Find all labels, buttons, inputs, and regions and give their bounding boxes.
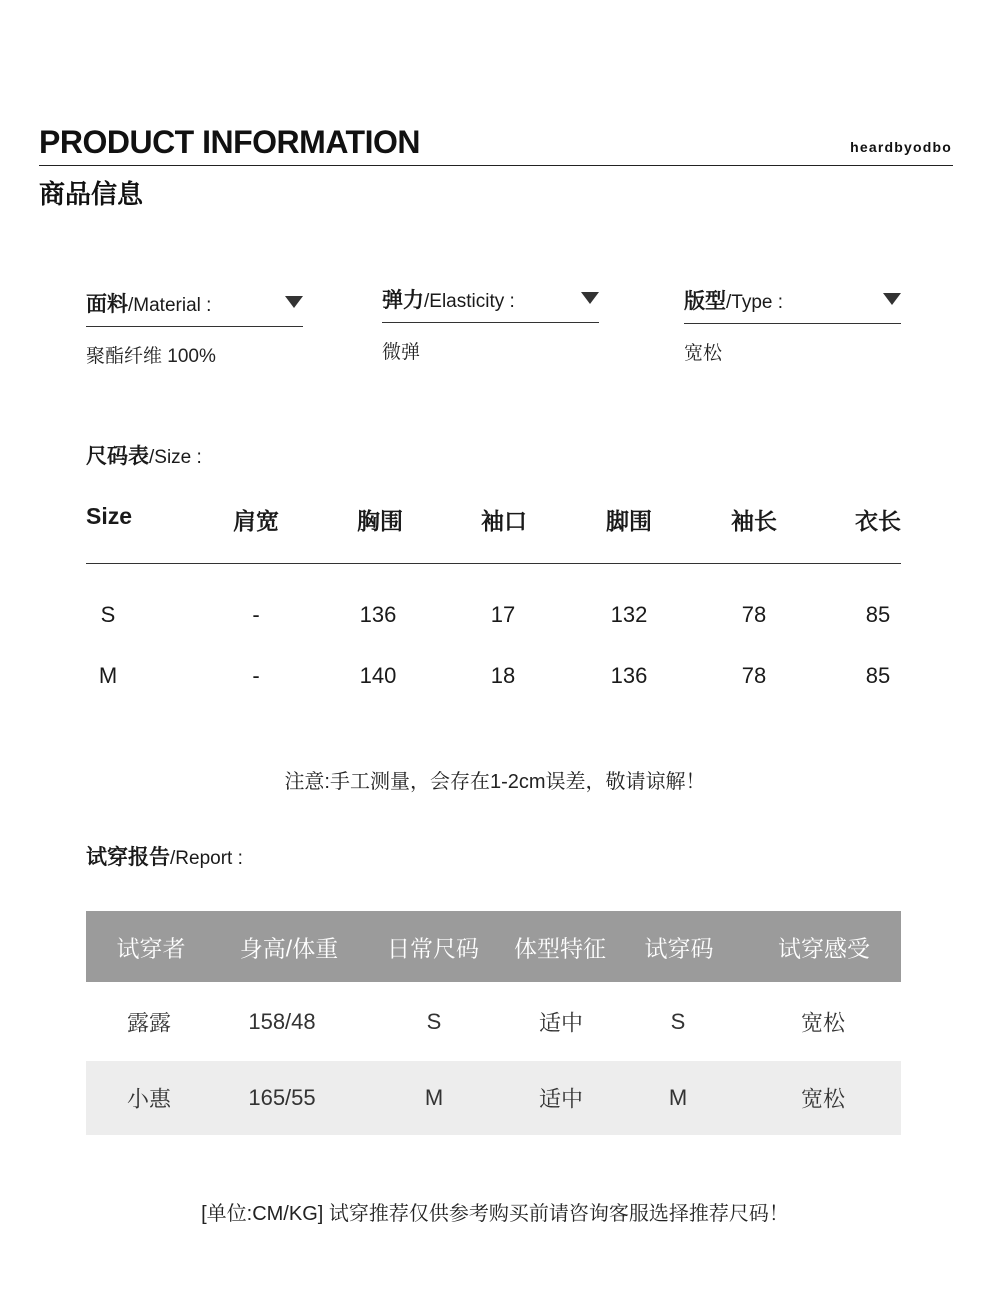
table-cell: 适中 (538, 1086, 584, 1112)
report-col-header: 试穿码 (644, 935, 714, 961)
triangle-down-icon (883, 293, 901, 305)
table-cell: 宽松 (800, 1086, 846, 1112)
size-table (86, 495, 901, 716)
report-section-label: 试穿报告/Report : (86, 846, 243, 869)
attribute-elasticity (382, 286, 599, 364)
table-cell: M (424, 1085, 444, 1110)
attribute-value: 微弹 (382, 342, 421, 363)
attribute-label: 面料/Material : (86, 293, 212, 316)
size-col-header: Size (86, 503, 133, 529)
brand-logo: heardbyodbo (850, 139, 952, 155)
triangle-down-icon (581, 292, 599, 304)
table-row (86, 982, 901, 1061)
table-cell: 140 (359, 663, 397, 688)
table-cell: 78 (741, 602, 767, 627)
attribute-material (86, 290, 303, 368)
table-cell: S (100, 602, 116, 627)
table-cell: S (426, 1008, 442, 1034)
table-cell: 85 (865, 602, 891, 627)
report-col-header: 试穿者 (116, 935, 186, 961)
attribute-label: 弹力/Elasticity : (382, 289, 515, 312)
attribute-value: 宽松 (684, 343, 723, 364)
attribute-header (86, 290, 303, 327)
table-cell: 露露 (126, 1010, 172, 1035)
table-cell: M (668, 1085, 688, 1110)
report-col-header: 身高/体重 (239, 935, 339, 961)
measurement-note: 注意:手工测量，会存在1-2cm误差，敬请谅解！ (284, 771, 706, 793)
table-cell: 17 (490, 602, 516, 627)
size-col-header: 袖长 (731, 508, 777, 534)
report-col-header: 体型特征 (514, 935, 606, 961)
report-col-header: 日常尺码 (387, 935, 479, 961)
table-cell: - (252, 663, 260, 688)
triangle-down-icon (285, 296, 303, 308)
footer-note: [单位:CM/KG] 试穿推荐仅供参考购买前请咨询客服选择推荐尺码！ (201, 1203, 789, 1225)
size-col-header: 脚围 (606, 508, 652, 534)
size-col-header: 衣长 (855, 508, 901, 534)
attribute-header (382, 286, 599, 323)
table-cell: 小惠 (126, 1086, 172, 1112)
size-table-header (86, 495, 901, 564)
page-title-en: PRODUCT INFORMATION (39, 124, 420, 160)
attribute-label: 版型/Type : (684, 290, 784, 313)
table-cell: S (670, 1008, 686, 1034)
size-col-header: 肩宽 (233, 508, 279, 534)
title-divider (39, 165, 953, 166)
table-cell: 18 (490, 663, 516, 688)
page-title-cn: 商品信息 (39, 179, 144, 209)
table-cell: - (252, 602, 260, 627)
attribute-header (684, 287, 901, 324)
table-cell: 132 (610, 602, 648, 627)
size-col-header: 胸围 (357, 508, 403, 534)
table-cell: 85 (865, 663, 891, 688)
report-table-header (86, 911, 901, 982)
attribute-value: 聚酯纤维 100% (86, 346, 216, 367)
table-cell: 158/48 (248, 1008, 316, 1034)
table-cell: 宽松 (800, 1010, 846, 1035)
size-section-label: 尺码表/Size : (86, 445, 202, 468)
table-cell: 适中 (538, 1010, 584, 1035)
table-row (86, 594, 901, 655)
table-cell: 136 (610, 663, 648, 688)
table-cell: 165/55 (248, 1085, 316, 1110)
report-col-header: 试穿感受 (778, 935, 870, 961)
table-cell: 136 (359, 602, 397, 627)
table-row (86, 1061, 901, 1135)
table-cell: M (98, 663, 118, 688)
attribute-type (684, 287, 901, 365)
report-table (86, 911, 901, 1135)
size-col-header: 袖口 (481, 508, 527, 534)
table-row (86, 655, 901, 716)
table-cell: 78 (741, 663, 767, 688)
